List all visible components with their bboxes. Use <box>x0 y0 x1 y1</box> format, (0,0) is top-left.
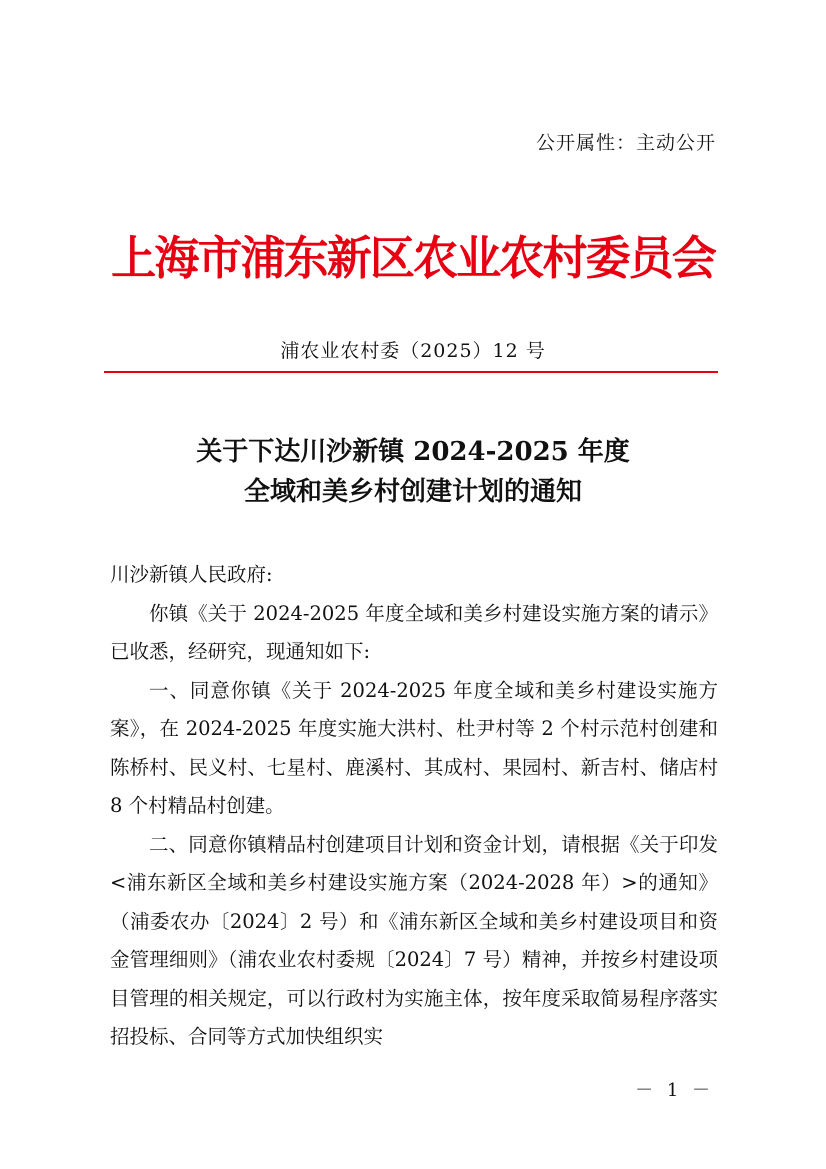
body-paragraph-3: 二、同意你镇精品村创建项目计划和资金计划，请根据《关于印发<浦东新区全域和美乡村建设实施方案（2024-2028 年）>的通知》（浦委农办〔2024〕2 号）和《浦东新区全域和美乡村建设项目和资金管理细则》（浦农业农村委规〔2024〕7 号）精神，并按乡村建设项目管理的相关规定，可以行政村为实施主体，按年度采取简易程序落实招投标、合同等方式加快组织实 <box>110 832 718 1048</box>
body-paragraph-2: 一、同意你镇《关于 2024-2025 年度全域和美乡村建设实施方案》，在 2024-2025 年度实施大洪村、杜尹村等 2 个村示范村创建和陈桥村、民义村、七星村、鹿溪村、其成村、果园村、新吉村、储店村 8 个村精品村创建。 <box>110 678 718 817</box>
document-number: 浦农业农村委（2025）12 号 <box>280 340 546 362</box>
body-paragraph-1: 你镇《关于 2024-2025 年度全域和美乡村建设实施方案的请示》已收悉，经研究，现通知如下: <box>110 601 718 663</box>
disclosure-attribute: 公开属性：主动公开 <box>535 132 716 154</box>
page-number: － 1 － <box>635 1080 714 1101</box>
document-body <box>110 556 718 1057</box>
red-divider-line <box>104 371 718 373</box>
organization-title: 上海市浦东新区农业农村委员会 <box>111 231 715 285</box>
salutation: 川沙新镇人民政府: <box>110 563 273 586</box>
notice-title-line-2: 全域和美乡村创建计划的通知 <box>243 477 582 507</box>
notice-title-line-1: 关于下达川沙新镇 2024-2025 年度 <box>196 437 630 467</box>
notice-title <box>0 432 826 512</box>
